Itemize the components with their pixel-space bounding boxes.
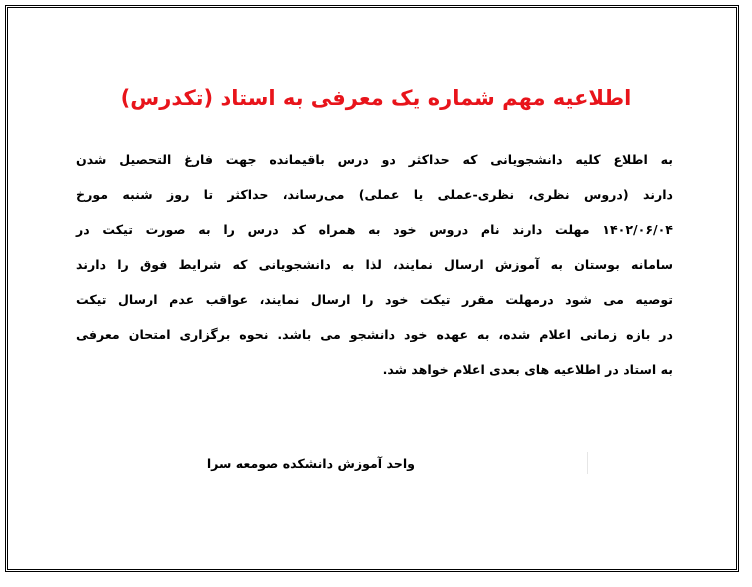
- notice-signature: واحد آموزش دانشکده صومعه سرا: [206, 456, 415, 471]
- notice-body: [76, 142, 673, 387]
- notice-body-line: به اطلاع کلیه دانشجویانی که حداکثر دو درس باقیمانده جهت فارغ التحصیل شدن: [76, 152, 673, 167]
- notice-title: اطلاعیه مهم شماره یک معرفی به استاد (تکدرس): [120, 86, 632, 110]
- notice-body-line: در بازه زمانی اعلام شده، به عهده خود دانشجو می باشد. نحوه برگزاری امتحان معرفی: [76, 327, 673, 342]
- notice-body-line: توصیه می شود درمهلت مقرر تیکت خود را ارسال نمایند، عواقب عدم ارسال تیکت: [76, 292, 673, 307]
- notice-body-line: ۱۴۰۲/۰۶/۰۴ مهلت دارند نام دروس خود به همراه کد درس را به صورت تیکت در: [76, 222, 673, 237]
- notice-body-line: دارند (دروس نظری، نظری-عملی یا عملی) می‌رساند، حداکثر تا روز شنبه مورخ: [76, 187, 673, 202]
- notice-body-line: سامانه بوستان به آموزش ارسال نمایند، لذا به دانشجویانی که شرایط فوق را دارند: [76, 257, 673, 272]
- faint-mark: [587, 452, 588, 474]
- notice-body-line: به استاد در اطلاعیه های بعدی اعلام خواهد شد.: [382, 362, 673, 377]
